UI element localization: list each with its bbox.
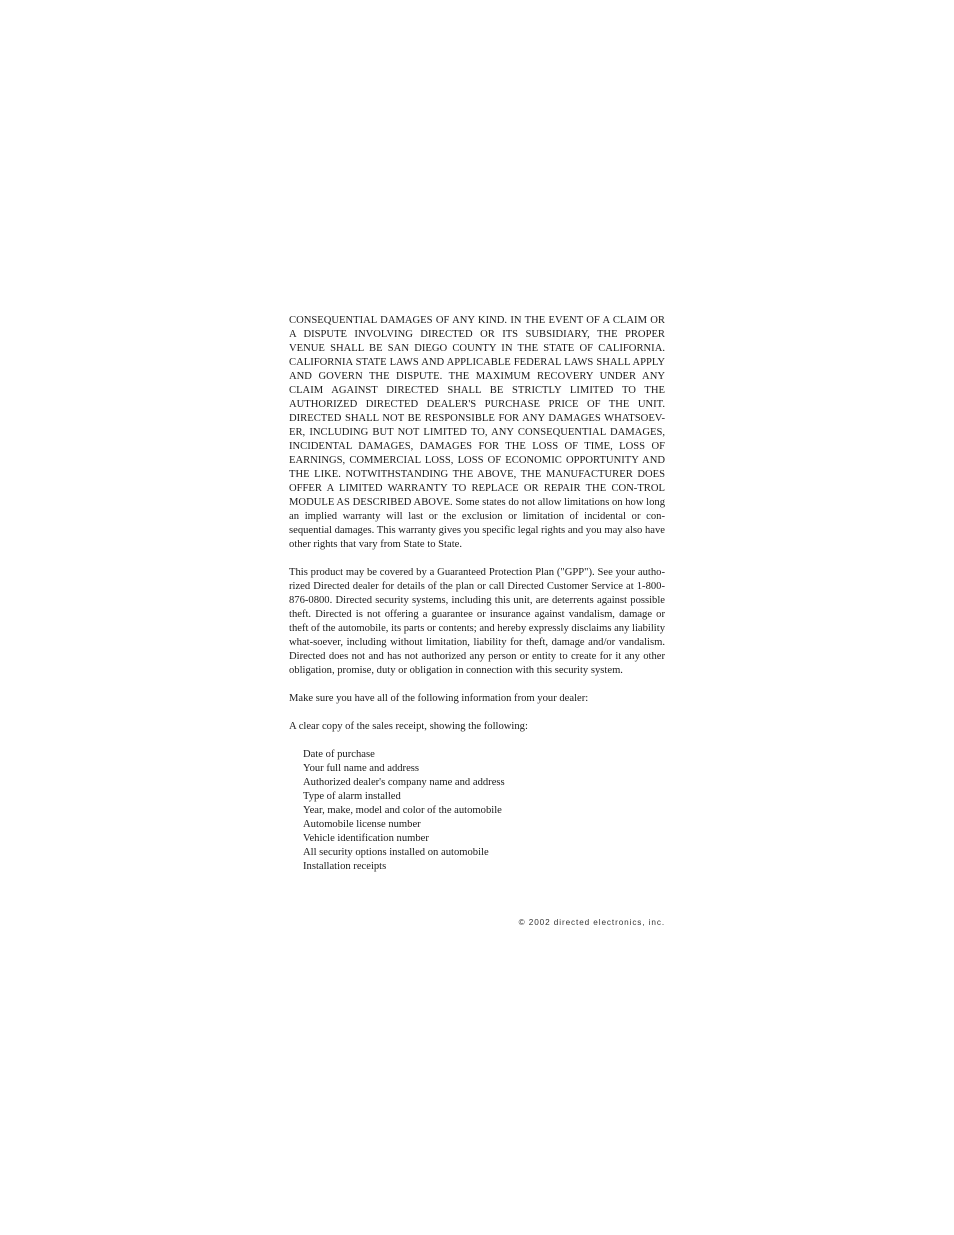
list-item: Type of alarm installed (303, 791, 401, 802)
receipt-intro-paragraph: A clear copy of the sales receipt, showing the following: (289, 721, 528, 732)
list-item: Installation receipts (303, 861, 387, 872)
list-item: Year, make, model and color of the automobile (303, 805, 502, 816)
list-item: Automobile license number (303, 819, 421, 830)
dealer-info-paragraph: Make sure you have all of the following information from your dealer: (289, 693, 589, 704)
list-item: Your full name and address (303, 763, 420, 774)
paragraph-spacer (289, 678, 665, 692)
list-item: Date of purchase (303, 749, 375, 760)
list-item: Authorized dealer's company name and address (303, 777, 505, 788)
gpp-paragraph: This product may be covered by a Guaranteed Protection Plan ("GPP"). See your autho-rized Directed dealer for details of the plan or call Directed Customer Service at 1-800-876-0800. Directed security systems, including this unit, are deterrents against possible theft. Directed is not offering a guarantee or insurance against vandalism, damage or theft of the automobile, its parts or contents; and hereby expressly disclaims any liability what-soever, including without limitation, liability for theft, damage and/or vandalism. Directed does not and has not authorized any person or entity to create for it any other obligation, promise, duty or obligation in connection with this security system. (289, 567, 665, 676)
paragraph-spacer (289, 706, 665, 720)
copyright-footer: © 2002 directed electronics, inc. (518, 918, 665, 927)
paragraph-spacer (289, 734, 665, 748)
receipt-items-list (289, 748, 665, 874)
list-item: All security options installed on automobile (303, 847, 489, 858)
document-body (289, 314, 665, 874)
paragraph-spacer (289, 552, 665, 566)
warranty-limitations-paragraph: CONSEQUENTIAL DAMAGES OF ANY KIND. IN THE EVENT OF A CLAIM OR A DISPUTE INVOLVING DIRECTED OR ITS SUBSIDIARY, THE PROPER VENUE SHALL BE SAN DIEGO COUNTY IN THE STATE OF CALIFORNIA. CALIFORNIA STATE LAWS AND APPLICABLE FEDERAL LAWS SHALL APPLY AND GOVERN THE DISPUTE. THE MAXIMUM RECOVERY UNDER ANY CLAIM AGAINST DIRECTED SHALL BE STRICTLY LIMITED TO THE AUTHORIZED DIRECTED DEALER'S PURCHASE PRICE OF THE UNIT. DIRECTED SHALL NOT BE RESPONSIBLE FOR ANY DAMAGES WHATSOEV-ER, INCLUDING BUT NOT LIMITED TO, ANY CONSEQUENTIAL DAMAGES, INCIDENTAL DAMAGES, DAMAGES FOR THE LOSS OF TIME, LOSS OF EARNINGS, COMMERCIAL LOSS, LOSS OF ECONOMIC OPPORTUNITY AND THE LIKE. NOTWITHSTANDING THE ABOVE, THE MANUFACTURER DOES OFFER A LIMITED WARRANTY TO REPLACE OR REPAIR THE CON-TROL MODULE AS DESCRIBED ABOVE. Some states do not allow limitations on how long an implied warranty will last or the exclusion or limitation of incidental or con-sequential damages. This warranty gives you specific legal rights and you may also have other rights that vary from State to State. (289, 315, 665, 550)
list-item: Vehicle identification number (303, 833, 429, 844)
